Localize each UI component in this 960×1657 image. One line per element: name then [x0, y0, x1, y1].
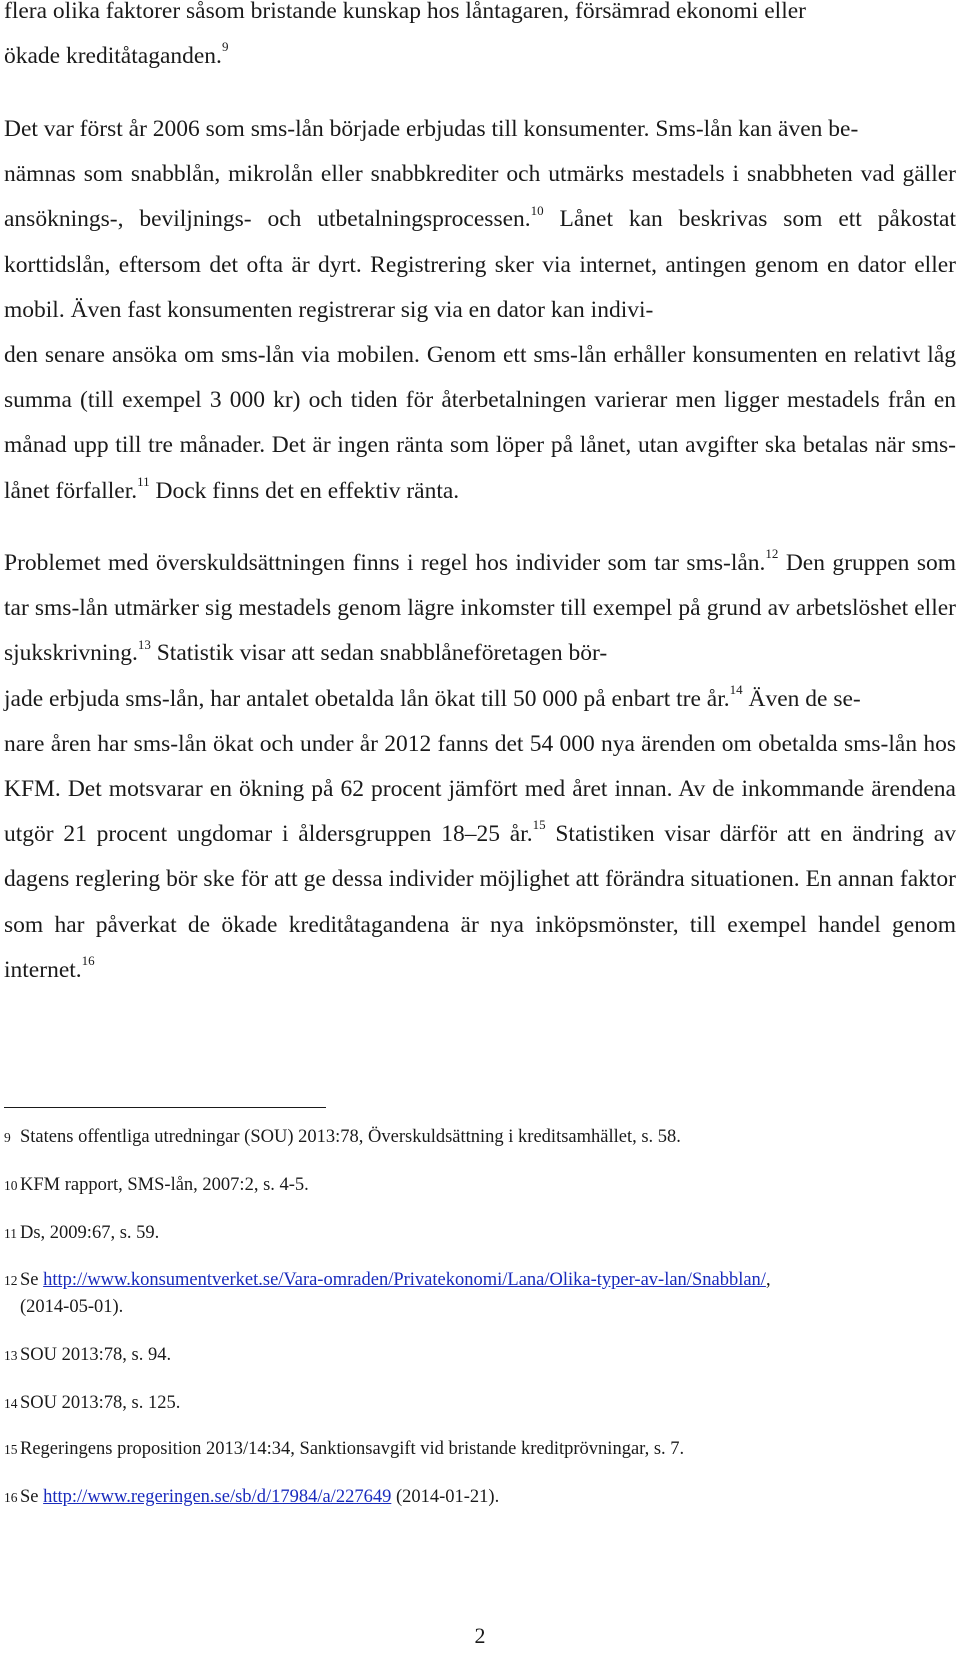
- paragraph-1-line-1: flera olika faktorer såsom bristande kunskap hos låntagaren, försämrad ekonomi eller: [4, 0, 806, 24]
- footnote-ref-13[interactable]: 13: [137, 636, 151, 652]
- footnote-16: [4, 1484, 956, 1511]
- paragraph-2: [4, 107, 956, 514]
- paragraph-2-text-2: nämnas som snabblån, mikrolån eller snabbkrediter och utmärks mestadels i snabbheten vad gäller ansöknings-, beviljnings- och utbetalningsprocessen.: [4, 161, 956, 233]
- paragraph-3-text-5: Även de se-: [742, 685, 861, 712]
- paragraph-2-text-1: Det var först år 2006 som sms-lån började erbjudas till konsumenter. Sms-lån kan även be-: [4, 116, 859, 142]
- paragraph-3-text-4: jade erbjuda sms-lån, har antalet obetalda lån ökat till 50 000 på enbart tre år.: [4, 685, 730, 712]
- footnote-suffix: ,: [765, 1270, 771, 1290]
- footnote-13: [4, 1342, 956, 1369]
- footnote-text: KFM rapport, SMS-lån, 2007:2, s. 4-5.: [20, 1175, 309, 1195]
- paragraph-2-text-4: den senare ansöka om sms-lån via mobilen. Genom ett sms-lån erhåller konsumenten en relativt låg summa (till exempel 3 000 kr) och tiden för återbetalningen varierar men ligger mestadels från en månad upp till tre månader. Det är ingen ränta som löper på lånet, utan avgifter ska betalas när sms-lånet förfaller.: [4, 342, 956, 504]
- footnote-suffix: (2014-01-21).: [391, 1487, 500, 1507]
- footnote-9: [4, 1124, 956, 1151]
- paragraph-3: [4, 541, 956, 993]
- paragraph-1: [4, 0, 956, 79]
- footnote-ref-10[interactable]: 10: [530, 202, 544, 218]
- footnote-text: Regeringens proposition 2013/14:34, Sanktionsavgift vid bristande kreditprövningar, s. 7.: [20, 1439, 685, 1459]
- footnote-number: 16: [4, 1490, 18, 1505]
- footnote-15: [4, 1436, 956, 1463]
- footnote-text: SOU 2013:78, s. 125.: [20, 1393, 181, 1413]
- footnote-ref-12[interactable]: 12: [765, 546, 779, 562]
- footnote-separator: [4, 1107, 326, 1108]
- footnote-ref-14[interactable]: 14: [729, 681, 743, 697]
- paragraph-2-text-3: Lånet kan beskrivas som ett påkostat korttidslån, eftersom det ofta är dyrt. Registrering sker via internet, antingen genom en dator eller mobil. Även fast konsumenten registrerar sig via en dator kan indivi-: [4, 206, 956, 323]
- footnote-continuation: (2014-05-01).: [20, 1297, 124, 1317]
- footnote-11: [4, 1220, 956, 1247]
- konsumentverket-link[interactable]: http://www.konsumentverket.se/Vara-omraden/Privatekonomi/Lana/Olika-typer-av-lan/Snabblan/: [43, 1270, 766, 1290]
- paragraph-3-text-2: Den gruppen som tar sms-lån utmärker sig mestadels genom lägre inkomster till exempel på grund av arbetslöshet eller sjukskrivning.: [4, 550, 957, 667]
- paragraph-3-text-3: Statistik visar att sedan snabblåneföretagen bör-: [150, 640, 608, 667]
- footnote-number: 13: [4, 1348, 18, 1363]
- footnote-ref-15[interactable]: 15: [532, 817, 546, 833]
- footnote-10: [4, 1172, 956, 1199]
- footnote-prefix: Se: [20, 1487, 44, 1507]
- footnote-prefix: Se: [20, 1270, 44, 1290]
- paragraph-3-text-7: Statistiken visar därför att en ändring av dagens reglering bör ske för att ge dessa individer möjlighet att förändra situationen. En annan faktor som har påverkat de ökade kreditåtagandena är nya inköpsmönster, till exempel handel genom internet.: [4, 821, 956, 983]
- footnote-number: 15: [4, 1442, 18, 1457]
- footnote-number: 12: [4, 1273, 18, 1288]
- footnote-ref-9[interactable]: 9: [221, 39, 229, 55]
- footnote-ref-11[interactable]: 11: [137, 473, 150, 489]
- footnote-ref-16[interactable]: 16: [81, 953, 95, 968]
- regeringen-link[interactable]: http://www.regeringen.se/sb/d/17984/a/227649: [43, 1487, 392, 1507]
- footnote-number: 10: [4, 1178, 18, 1193]
- footnote-text: SOU 2013:78, s. 94.: [20, 1345, 172, 1365]
- footnote-text: Statens offentliga utredningar (SOU) 2013:78, Överskuldsättning i kreditsamhället, s. 58.: [20, 1127, 681, 1147]
- paragraph-3-text-6: nare åren har sms-lån ökat och under år 2012 fanns det 54 000 nya ärenden om obetalda sms-lån hos KFM. Det motsvarar en ökning på 62 procent jämfört med året innan. Av de inkommande ärendena utgör 21 procent ungdomar i åldersgruppen 18–25 år.: [4, 730, 956, 848]
- footnote-14: [4, 1390, 956, 1417]
- footnote-number: 14: [4, 1396, 18, 1411]
- paragraph-3-text-1: Problemet med överskuldsättningen finns i regel hos individer som tar sms-lån.: [4, 550, 766, 576]
- paragraph-1-line-2: ökade kreditåtaganden.: [4, 43, 222, 70]
- footnote-number: 9: [4, 1130, 11, 1145]
- footnote-12: [4, 1267, 956, 1321]
- footnote-number: 11: [4, 1226, 17, 1241]
- page-number: 2: [474, 1623, 486, 1648]
- footnote-text: Ds, 2009:67, s. 59.: [20, 1223, 160, 1243]
- paragraph-2-text-5: Dock finns det en effektiv ränta.: [149, 477, 460, 504]
